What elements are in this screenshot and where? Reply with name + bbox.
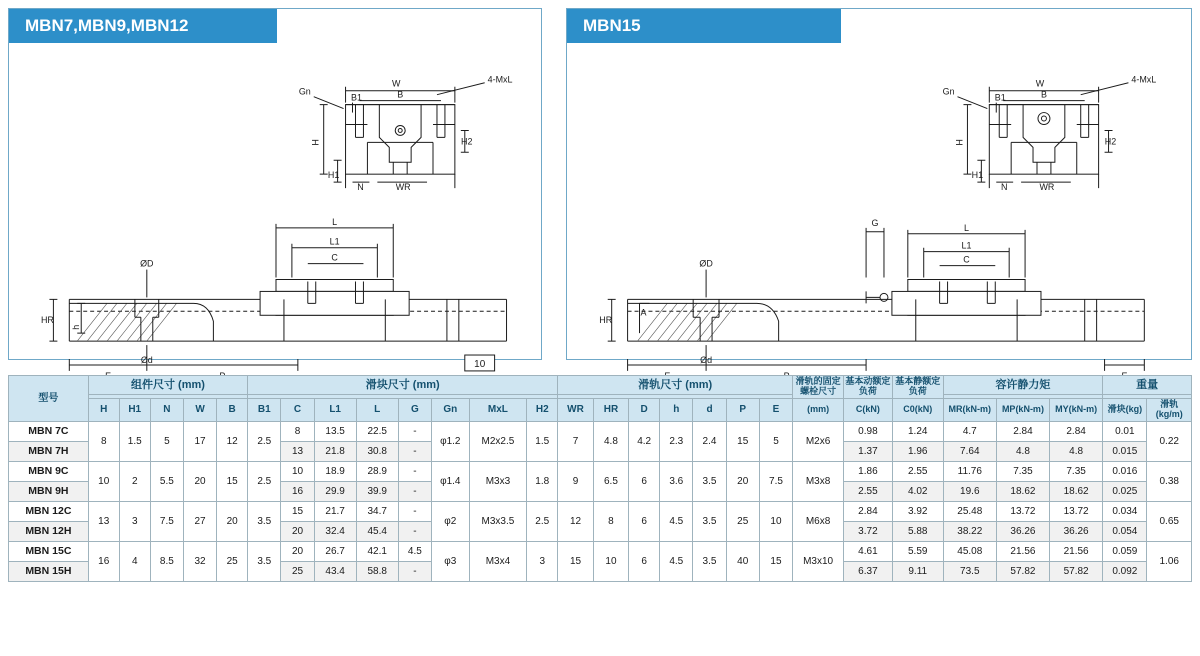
cell-WR: 12 <box>558 501 593 541</box>
cell-W: 32 <box>183 541 216 581</box>
cell-weight-block: 0.054 <box>1103 521 1147 541</box>
cell-d: 2.4 <box>693 421 726 461</box>
svg-text:A: A <box>640 307 647 318</box>
cell-G: - <box>398 421 431 441</box>
svg-text:C: C <box>963 254 970 265</box>
cell-MxL: M2x2.5 <box>469 421 527 461</box>
cell-C: 8 <box>281 421 314 441</box>
cell-E: 15 <box>759 541 792 581</box>
svg-text:HR: HR <box>599 315 613 326</box>
svg-text:4-MxL: 4-MxL <box>487 74 513 85</box>
cell-H: 8 <box>88 421 119 461</box>
cell-Gn: φ3 <box>431 541 469 581</box>
cell-d: 3.5 <box>693 461 726 501</box>
spec-table <box>8 375 1192 582</box>
cell-W: 20 <box>183 461 216 501</box>
svg-text:L1: L1 <box>961 240 972 251</box>
cell-L: 28.9 <box>356 461 398 481</box>
cell-weight-block: 0.015 <box>1103 441 1147 461</box>
cell-MP: 2.84 <box>996 421 1049 441</box>
cell-MY: 36.26 <box>1050 521 1103 541</box>
svg-text:N: N <box>357 182 364 193</box>
th-rail-dims: 滑轨尺寸 (mm) <box>558 376 793 395</box>
cell-C0-kn: 5.88 <box>892 521 943 541</box>
cell-H1: 1.5 <box>119 421 150 461</box>
svg-text:W: W <box>1035 78 1045 89</box>
cell-H2: 1.5 <box>527 421 558 461</box>
cell-model: MBN 7C <box>9 421 89 441</box>
cell-D: 6 <box>629 461 660 501</box>
cell-MP: 57.82 <box>996 561 1049 581</box>
cell-HR: 4.8 <box>593 421 628 461</box>
spec-table-wrap <box>8 375 1192 582</box>
cell-MP: 7.35 <box>996 461 1049 481</box>
th-C-kn: C(kN) <box>844 398 893 421</box>
cell-h: 2.3 <box>660 421 693 461</box>
cell-L: 39.9 <box>356 481 398 501</box>
cell-C: 13 <box>281 441 314 461</box>
cell-C-kn: 1.37 <box>844 441 893 461</box>
cell-D: 4.2 <box>629 421 660 461</box>
th-C0-kn: C0(kN) <box>892 398 943 421</box>
cell-MP: 36.26 <box>996 521 1049 541</box>
th-weight: 重量 <box>1103 376 1192 395</box>
cell-H2: 2.5 <box>527 501 558 541</box>
cell-H: 16 <box>88 541 119 581</box>
cell-C: 15 <box>281 501 314 521</box>
cell-L: 22.5 <box>356 421 398 441</box>
cell-MR: 73.5 <box>943 561 996 581</box>
cell-W: 17 <box>183 421 216 461</box>
panel-title-right: MBN15 <box>567 9 841 43</box>
svg-text:H2: H2 <box>1104 136 1117 147</box>
cell-G: - <box>398 441 431 461</box>
th-P: P <box>726 398 759 421</box>
svg-text:ØD: ØD <box>140 258 154 269</box>
cell-MP: 4.8 <box>996 441 1049 461</box>
cell-L: 42.1 <box>356 541 398 561</box>
cell-L1: 18.9 <box>314 461 356 481</box>
cell-C-kn: 0.98 <box>844 421 893 441</box>
cell-D: 6 <box>629 541 660 581</box>
cell-h: 3.6 <box>660 461 693 501</box>
drawing-left <box>9 43 541 370</box>
cell-P: 40 <box>726 541 759 581</box>
svg-text:WR: WR <box>395 182 411 193</box>
cell-H1: 2 <box>119 461 150 501</box>
cell-HR: 10 <box>593 541 628 581</box>
cell-MxL: M3x4 <box>469 541 527 581</box>
cell-MR: 38.22 <box>943 521 996 541</box>
cell-N: 7.5 <box>150 501 183 541</box>
cell-E: 7.5 <box>759 461 792 501</box>
svg-text:WR: WR <box>1039 182 1055 193</box>
cell-Gn: φ2 <box>431 501 469 541</box>
cell-bolt: M3x8 <box>793 461 844 501</box>
cell-D: 6 <box>629 501 660 541</box>
table-row <box>9 541 1192 561</box>
cell-G: - <box>398 501 431 521</box>
th-G: G <box>398 398 431 421</box>
cell-C-kn: 3.72 <box>844 521 893 541</box>
cell-weight-block: 0.092 <box>1103 561 1147 581</box>
table-row <box>9 421 1192 441</box>
cell-weight-rail: 0.38 <box>1147 461 1192 501</box>
cell-G: - <box>398 481 431 501</box>
svg-text:4-MxL: 4-MxL <box>1131 74 1157 85</box>
cell-MY: 18.62 <box>1050 481 1103 501</box>
cell-G: - <box>398 461 431 481</box>
cell-L1: 32.4 <box>314 521 356 541</box>
svg-text:H2: H2 <box>461 136 473 147</box>
svg-text:ØD: ØD <box>699 258 713 269</box>
cell-HR: 6.5 <box>593 461 628 501</box>
cell-H1: 4 <box>119 541 150 581</box>
th-model: 型号 <box>9 376 89 422</box>
cell-C0-kn: 1.24 <box>892 421 943 441</box>
cell-H: 13 <box>88 501 119 541</box>
table-row <box>9 501 1192 521</box>
cell-L: 30.8 <box>356 441 398 461</box>
drawing-right <box>567 43 1191 365</box>
svg-text:h: h <box>71 324 82 330</box>
cell-MY: 21.56 <box>1050 541 1103 561</box>
cell-C: 10 <box>281 461 314 481</box>
spec-table-body <box>9 421 1192 581</box>
cell-MR: 45.08 <box>943 541 996 561</box>
cell-C: 25 <box>281 561 314 581</box>
svg-text:B1: B1 <box>994 92 1006 103</box>
cell-WR: 15 <box>558 541 593 581</box>
cell-B1: 2.5 <box>248 421 281 461</box>
cell-MR: 7.64 <box>943 441 996 461</box>
cell-weight-rail: 0.22 <box>1147 421 1192 461</box>
cell-W: 27 <box>183 501 216 541</box>
cell-model: MBN 7H <box>9 441 89 461</box>
svg-text:Gn: Gn <box>298 86 311 97</box>
th-WR: WR <box>558 398 593 421</box>
cell-B: 12 <box>217 421 248 461</box>
svg-text:L: L <box>332 216 338 227</box>
svg-text:G: G <box>871 217 879 228</box>
svg-text:Ød: Ød <box>140 354 153 365</box>
cell-d: 3.5 <box>693 501 726 541</box>
cell-H2: 3 <box>527 541 558 581</box>
cell-P: 25 <box>726 501 759 541</box>
th-C: C <box>281 398 314 421</box>
cell-N: 8.5 <box>150 541 183 581</box>
cell-B: 20 <box>217 501 248 541</box>
cell-model: MBN 9C <box>9 461 89 481</box>
cell-C: 16 <box>281 481 314 501</box>
cell-h: 4.5 <box>660 541 693 581</box>
cell-MP: 13.72 <box>996 501 1049 521</box>
th-assembly-dims: 组件尺寸 (mm) <box>88 376 247 395</box>
cell-H1: 3 <box>119 501 150 541</box>
cell-H: 10 <box>88 461 119 501</box>
th-Gn: Gn <box>431 398 469 421</box>
cell-MY: 57.82 <box>1050 561 1103 581</box>
cell-model: MBN 15H <box>9 561 89 581</box>
cell-model: MBN 15C <box>9 541 89 561</box>
cell-L: 45.4 <box>356 521 398 541</box>
th-moment: 容许静力矩 <box>943 376 1102 395</box>
cell-L1: 13.5 <box>314 421 356 441</box>
th-MxL: MxL <box>469 398 527 421</box>
th-MR: MR(kN-m) <box>943 398 996 421</box>
cell-G: - <box>398 521 431 541</box>
panel-title-left: MBN7,MBN9,MBN12 <box>9 9 277 43</box>
th-weight-rail: 滑轨(kg/m) <box>1147 398 1192 421</box>
cell-MR: 11.76 <box>943 461 996 481</box>
svg-text:B1: B1 <box>351 92 362 103</box>
th-block-dims: 滑块尺寸 (mm) <box>248 376 558 395</box>
cell-MY: 4.8 <box>1050 441 1103 461</box>
th-h: h <box>660 398 693 421</box>
cell-bolt: M2x6 <box>793 421 844 461</box>
svg-text:B: B <box>1040 89 1047 100</box>
cell-C0-kn: 2.55 <box>892 461 943 481</box>
cell-weight-block: 0.034 <box>1103 501 1147 521</box>
cell-model: MBN 12H <box>9 521 89 541</box>
cell-B1: 3.5 <box>248 541 281 581</box>
cell-C-kn: 4.61 <box>844 541 893 561</box>
th-MP: MP(kN-m) <box>996 398 1049 421</box>
cell-C0-kn: 4.02 <box>892 481 943 501</box>
th-weight-block: 滑块(kg) <box>1103 398 1147 421</box>
cell-WR: 9 <box>558 461 593 501</box>
th-static-load: 基本静额定负荷 <box>892 376 943 399</box>
cell-G: 4.5 <box>398 541 431 561</box>
svg-text:Gn: Gn <box>942 86 955 97</box>
cell-model: MBN 12C <box>9 501 89 521</box>
svg-text:HR: HR <box>40 315 54 326</box>
cell-E: 5 <box>759 421 792 461</box>
cell-model: MBN 9H <box>9 481 89 501</box>
th-bolt-unit: (mm) <box>793 398 844 421</box>
cell-N: 5 <box>150 421 183 461</box>
cell-MR: 19.6 <box>943 481 996 501</box>
cell-P: 20 <box>726 461 759 501</box>
cell-bolt: M6x8 <box>793 501 844 541</box>
cell-L1: 43.4 <box>314 561 356 581</box>
cell-d: 3.5 <box>693 541 726 581</box>
th-dynamic-load: 基本动额定负荷 <box>844 376 893 399</box>
cell-weight-block: 0.016 <box>1103 461 1147 481</box>
th-H: H <box>88 398 119 421</box>
cell-B: 15 <box>217 461 248 501</box>
cell-E: 10 <box>759 501 792 541</box>
cell-L: 58.8 <box>356 561 398 581</box>
cell-L: 34.7 <box>356 501 398 521</box>
cell-bolt: M3x10 <box>793 541 844 581</box>
cell-MY: 2.84 <box>1050 421 1103 441</box>
th-HR: HR <box>593 398 628 421</box>
th-E: E <box>759 398 792 421</box>
drawing-panel-mbn7-9-12 <box>8 8 542 370</box>
cell-Gn: φ1.4 <box>431 461 469 501</box>
svg-text:W: W <box>392 78 401 89</box>
cell-C-kn: 2.55 <box>844 481 893 501</box>
svg-text:L: L <box>963 222 969 233</box>
cell-P: 15 <box>726 421 759 461</box>
svg-text:C: C <box>331 252 338 263</box>
cell-MR: 4.7 <box>943 421 996 441</box>
cell-C: 20 <box>281 521 314 541</box>
th-bolt: 滑轨的固定螺栓尺寸 <box>793 376 844 399</box>
th-MY: MY(kN-m) <box>1050 398 1103 421</box>
cell-h: 4.5 <box>660 501 693 541</box>
cell-WR: 7 <box>558 421 593 461</box>
cell-MY: 13.72 <box>1050 501 1103 521</box>
cell-G: - <box>398 561 431 581</box>
cell-N: 5.5 <box>150 461 183 501</box>
cell-C0-kn: 3.92 <box>892 501 943 521</box>
th-L1: L1 <box>314 398 356 421</box>
svg-text:B: B <box>397 89 404 100</box>
cell-C0-kn: 1.96 <box>892 441 943 461</box>
th-d: d <box>693 398 726 421</box>
cell-C0-kn: 9.11 <box>892 561 943 581</box>
cell-weight-rail: 0.65 <box>1147 501 1192 541</box>
svg-text:N: N <box>1000 182 1008 193</box>
cell-MP: 21.56 <box>996 541 1049 561</box>
cell-weight-block: 0.059 <box>1103 541 1147 561</box>
svg-text:Ød: Ød <box>700 354 713 365</box>
cell-C-kn: 2.84 <box>844 501 893 521</box>
th-H2: H2 <box>527 398 558 421</box>
cell-H2: 1.8 <box>527 461 558 501</box>
cell-MR: 25.48 <box>943 501 996 521</box>
svg-text:H1: H1 <box>971 170 984 181</box>
cell-MxL: M3x3.5 <box>469 501 527 541</box>
svg-text:L1: L1 <box>329 236 340 247</box>
th-B: B <box>217 398 248 421</box>
cell-weight-block: 0.01 <box>1103 421 1147 441</box>
cell-C0-kn: 5.59 <box>892 541 943 561</box>
cell-MY: 7.35 <box>1050 461 1103 481</box>
cell-MP: 18.62 <box>996 481 1049 501</box>
cell-L1: 21.8 <box>314 441 356 461</box>
cell-MxL: M3x3 <box>469 461 527 501</box>
th-H1: H1 <box>119 398 150 421</box>
svg-text:10: 10 <box>474 358 486 370</box>
th-N: N <box>150 398 183 421</box>
th-L: L <box>356 398 398 421</box>
cell-L1: 21.7 <box>314 501 356 521</box>
cell-weight-rail: 1.06 <box>1147 541 1192 581</box>
svg-text:H1: H1 <box>327 170 340 181</box>
cell-B1: 2.5 <box>248 461 281 501</box>
cell-C-kn: 1.86 <box>844 461 893 481</box>
cell-weight-block: 0.025 <box>1103 481 1147 501</box>
cell-B: 25 <box>217 541 248 581</box>
th-B1: B1 <box>248 398 281 421</box>
th-W: W <box>183 398 216 421</box>
th-D: D <box>629 398 660 421</box>
cell-HR: 8 <box>593 501 628 541</box>
svg-text:H: H <box>954 139 965 146</box>
drawing-panel-mbn15 <box>566 8 1192 365</box>
cell-C-kn: 6.37 <box>844 561 893 581</box>
cell-L1: 29.9 <box>314 481 356 501</box>
table-row <box>9 461 1192 481</box>
cell-L1: 26.7 <box>314 541 356 561</box>
cell-C: 20 <box>281 541 314 561</box>
cell-B1: 3.5 <box>248 501 281 541</box>
cell-Gn: φ1.2 <box>431 421 469 461</box>
svg-text:H: H <box>310 139 321 146</box>
